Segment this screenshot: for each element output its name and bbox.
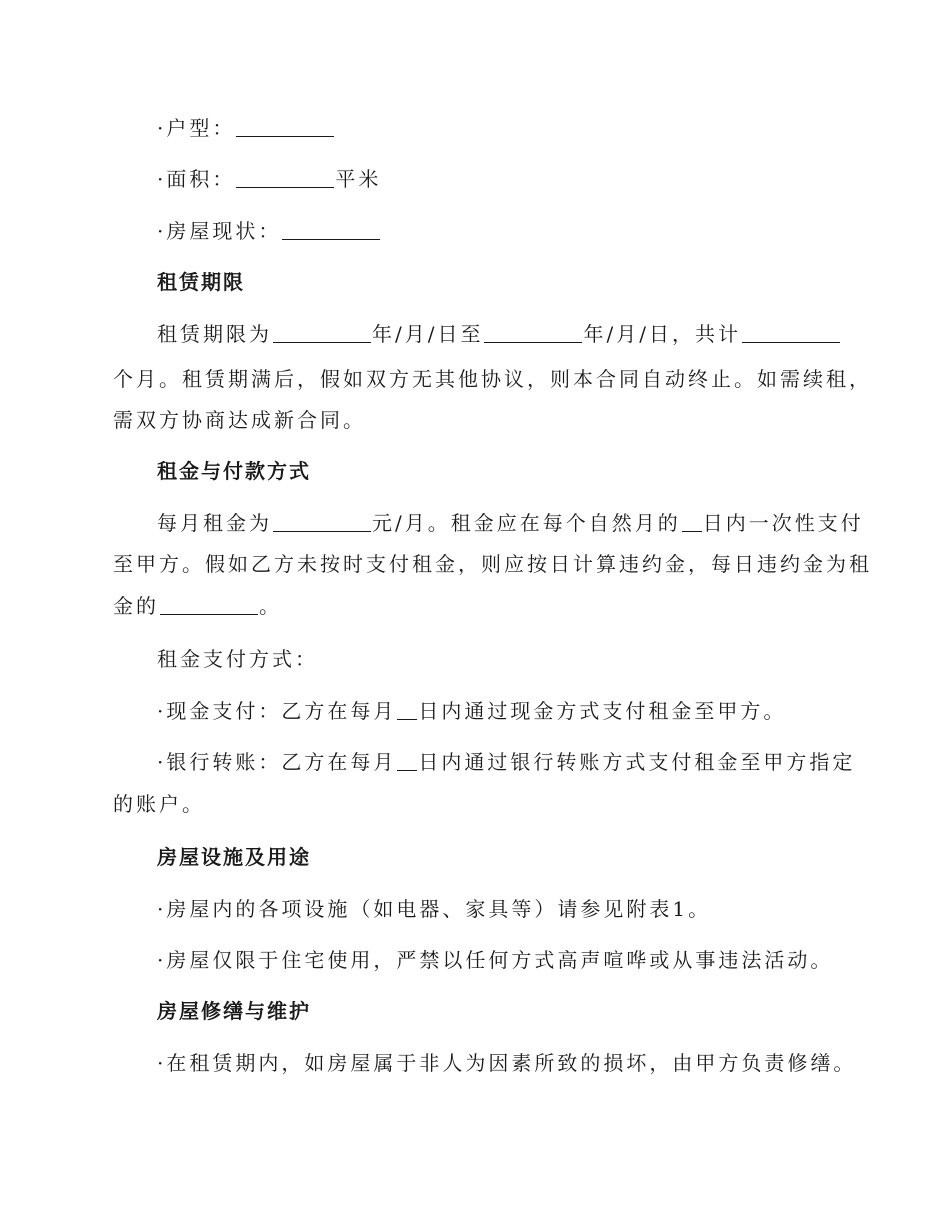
bank-day-blank bbox=[397, 752, 417, 771]
bank-payment-line2: 的账户。 bbox=[113, 792, 205, 816]
layout-label: ·户型： bbox=[157, 116, 236, 140]
area-line bbox=[157, 166, 381, 192]
lease-term-text-3: 年/月/日，共计 bbox=[583, 322, 741, 346]
lease-term-text-2: 年/月/日至 bbox=[372, 322, 484, 346]
cash-payment-item bbox=[157, 698, 786, 724]
months-blank bbox=[742, 324, 840, 343]
rent-line2: 至甲方。假如乙方未按时支付租金，则应按日计算违约金，每日违约金为租 bbox=[113, 552, 872, 576]
area-label: ·面积： bbox=[157, 167, 236, 191]
bank-text-1: ·银行转账：乙方在每月 bbox=[157, 750, 397, 774]
facilities-item-2: ·房屋仅限于住宅使用，严禁以任何方式高声喧哗或从事违法活动。 bbox=[157, 948, 834, 972]
lease-term-text-1: 租赁期限为 bbox=[157, 322, 272, 346]
cash-text-2: 日内通过现金方式支付租金至甲方。 bbox=[418, 699, 787, 723]
bank-payment-item bbox=[157, 749, 855, 775]
area-unit: 平米 bbox=[335, 167, 382, 191]
lease-term-heading: 租赁期限 bbox=[157, 270, 245, 294]
rent-text-1: 每月租金为 bbox=[157, 511, 272, 535]
rent-heading: 租金与付款方式 bbox=[157, 459, 311, 483]
rent-text-5: 。 bbox=[259, 594, 282, 618]
cash-text-1: ·现金支付：乙方在每月 bbox=[157, 699, 397, 723]
area-blank bbox=[236, 169, 334, 188]
rent-line1 bbox=[157, 510, 864, 536]
status-label: ·房屋现状： bbox=[157, 219, 282, 243]
rent-text-2: 元/月。租金应在每个自然月的 bbox=[372, 511, 681, 535]
penalty-blank bbox=[160, 596, 258, 615]
payment-methods-label: 租金支付方式： bbox=[157, 647, 318, 671]
facilities-item-1: ·房屋内的各项设施（如电器、家具等）请参见附表1。 bbox=[157, 897, 712, 921]
rent-text-3: 日内一次性支付 bbox=[702, 511, 864, 535]
lease-term-line1 bbox=[157, 321, 841, 347]
status-line bbox=[157, 218, 381, 244]
cash-day-blank bbox=[397, 701, 417, 720]
rent-text-4: 金的 bbox=[113, 594, 159, 618]
rent-amount-blank bbox=[273, 513, 371, 532]
repair-item-1: ·在租赁期内，如房屋属于非人为因素所致的损坏，由甲方负责修缮。 bbox=[157, 1051, 857, 1075]
layout-blank bbox=[236, 118, 334, 137]
rent-day-blank bbox=[682, 513, 702, 532]
end-date-blank bbox=[484, 324, 582, 343]
repair-heading: 房屋修缮与维护 bbox=[157, 999, 311, 1023]
status-blank bbox=[282, 221, 380, 240]
start-date-blank bbox=[273, 324, 371, 343]
facilities-heading: 房屋设施及用途 bbox=[157, 845, 311, 869]
rent-line3 bbox=[113, 593, 282, 619]
layout-line bbox=[157, 115, 335, 141]
lease-term-line3: 需双方协商达成新合同。 bbox=[113, 408, 366, 432]
lease-term-line2: 个月。租赁期满后，假如双方无其他协议，则本合同自动终止。如需续租， bbox=[113, 367, 872, 391]
bank-text-2: 日内通过银行转账方式支付租金至甲方指定 bbox=[418, 750, 856, 774]
